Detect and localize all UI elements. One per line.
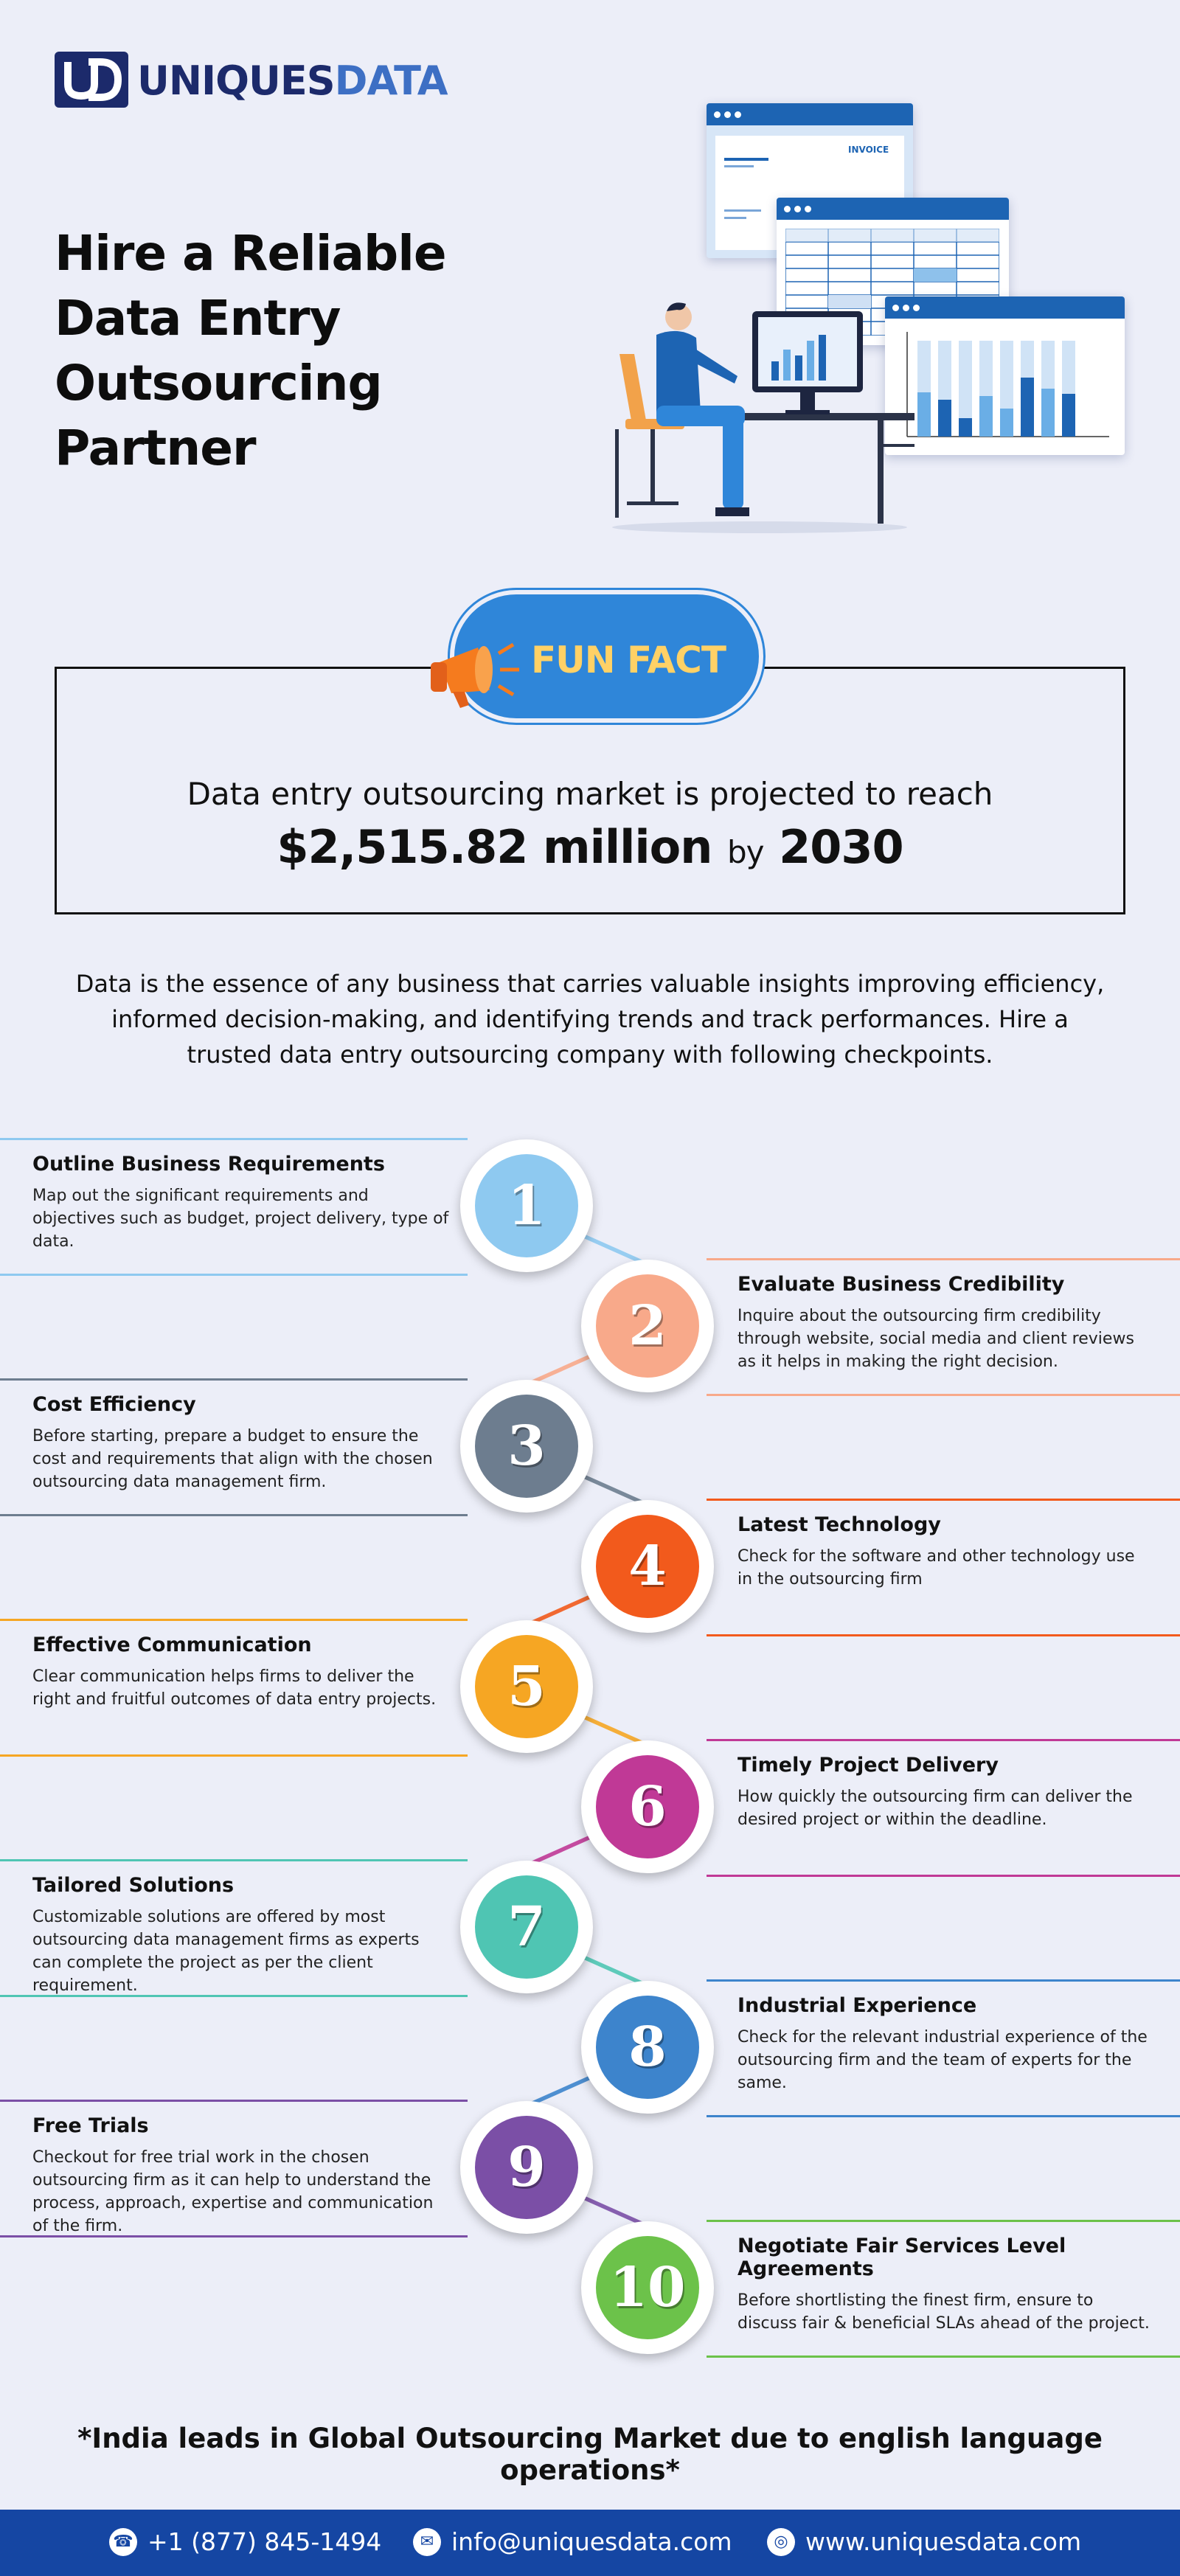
- step-number-badge: [460, 1620, 593, 1753]
- step-text: [738, 1994, 1150, 2094]
- footer-website-text: www.uniquesdata.com: [805, 2527, 1082, 2556]
- step-divider-line: [707, 1875, 1180, 1877]
- step-divider-line: [0, 2100, 468, 2102]
- person-at-desk-illustration: [605, 273, 914, 538]
- intro-paragraph: Data is the essence of any business that carries valuable insights improving efficiency, informed decision-making, and identifying trends and track performances. Hire a trusted data entry outsourcing company with following checkpoints.: [75, 970, 1105, 1069]
- fun-fact-year: 2030: [779, 820, 903, 874]
- step-number-badge: [581, 1981, 714, 2114]
- step-number-badge: [581, 2221, 714, 2354]
- step-text: [738, 1273, 1150, 1373]
- step-number: 4: [596, 1515, 699, 1618]
- step-divider-line: [0, 1274, 468, 1276]
- step-title: Effective Communication: [32, 1634, 312, 1656]
- step-description: How quickly the outsourcing firm can deliver the desired project or within the deadline.: [738, 1788, 1133, 1829]
- step-text: [32, 1634, 453, 1711]
- step-number-badge: [460, 1139, 593, 1272]
- fun-fact-label: FUN FACT: [531, 639, 726, 681]
- step-divider-line: [707, 2115, 1180, 2117]
- step-divider-line: [707, 2220, 1180, 2222]
- logo-mark: [55, 52, 128, 108]
- step-text: [32, 1874, 453, 1997]
- fun-fact-amount: $2,515.82 million: [277, 820, 712, 874]
- step-divider-line: [707, 1258, 1180, 1260]
- step-text: [32, 1393, 453, 1493]
- step-number-badge: [460, 2101, 593, 2234]
- footnote: *India leads in Global Outsourcing Market due to english language operations*: [77, 2423, 1103, 2486]
- megaphone-icon: [426, 631, 530, 712]
- step-number-badge: [581, 1500, 714, 1633]
- step-divider-line: [0, 1378, 468, 1381]
- globe-icon: ◎: [767, 2528, 795, 2556]
- step-number-badge: [581, 1260, 714, 1392]
- step-number: 9: [475, 2116, 578, 2219]
- step-text: [32, 2114, 453, 2237]
- step-text: [738, 1754, 1150, 1831]
- step-title: Evaluate Business Credibility: [738, 1273, 1065, 1296]
- step-divider-line: [0, 1754, 468, 1757]
- step-title: Negotiate Fair Services Level Agreements: [738, 2235, 1066, 2280]
- step-divider-line: [0, 1138, 468, 1140]
- step-text: [738, 2235, 1150, 2335]
- step-description: Before shortlisting the finest firm, ensure to discuss fair & beneficial SLAs ahead of the project.: [738, 2291, 1150, 2333]
- step-title: Outline Business Requirements: [32, 1153, 385, 1176]
- fun-fact-figure: [55, 820, 1125, 874]
- step-divider-line: [0, 1514, 468, 1516]
- phone-icon: ☎: [109, 2528, 137, 2556]
- step-title: Free Trials: [32, 2114, 149, 2137]
- step-number: 1: [475, 1154, 578, 1257]
- step-number: 6: [596, 1755, 699, 1858]
- brand-name-part1: UNIQUES: [137, 58, 335, 104]
- footer-email-text: info@uniquesdata.com: [451, 2527, 732, 2556]
- step-title: Tailored Solutions: [32, 1874, 235, 1897]
- step-description: Checkout for free trial work in the chosen outsourcing firm as it can help to understand the process, approach, expertise and communication of the firm.: [32, 2148, 434, 2235]
- footer-phone[interactable]: [109, 2527, 381, 2556]
- footer-email[interactable]: [413, 2527, 732, 2556]
- footer-phone-text: +1 (877) 845-1494: [148, 2527, 382, 2556]
- step-title: Latest Technology: [738, 1513, 941, 1536]
- step-divider-line: [707, 1394, 1180, 1396]
- step-number-badge: [460, 1861, 593, 1993]
- step-description: Before starting, prepare a budget to ensure the cost and requirements that align with the chosen outsourcing data management firm.: [32, 1427, 433, 1491]
- step-number: 8: [596, 1996, 699, 2099]
- step-title: Industrial Experience: [738, 1994, 977, 2017]
- step-divider-line: [707, 2355, 1180, 2358]
- step-divider-line: [0, 1619, 468, 1621]
- step-number: 3: [475, 1395, 578, 1498]
- fun-fact-by: by: [726, 834, 764, 870]
- hero-illustration: [605, 96, 1150, 538]
- step-description: Clear communication helps firms to deliver the right and fruitful outcomes of data entry projects.: [32, 1667, 437, 1709]
- step-number-badge: [581, 1740, 714, 1873]
- step-number-badge: [460, 1380, 593, 1513]
- step-number: 5: [475, 1635, 578, 1738]
- chart-window: [885, 296, 1125, 455]
- step-divider-line: [0, 1859, 468, 1861]
- step-description: Inquire about the outsourcing firm credibility through website, social media and client reviews as it helps in making the right decision.: [738, 1307, 1134, 1371]
- footer-website[interactable]: [767, 2527, 1081, 2556]
- step-number: 7: [475, 1875, 578, 1979]
- step-description: Customizable solutions are offered by most outsourcing data management firms as experts can complete the project as per the client requirement.: [32, 1908, 420, 1995]
- step-description: Check for the software and other technology use in the outsourcing firm: [738, 1547, 1135, 1589]
- step-title: Cost Efficiency: [32, 1393, 196, 1416]
- brand-name: [137, 58, 448, 104]
- brand-name-part2: DATA: [334, 58, 448, 104]
- step-divider-line: [707, 1739, 1180, 1741]
- step-text: [32, 1153, 453, 1253]
- step-divider-line: [707, 1499, 1180, 1501]
- page-title: Hire a Reliable Data Entry Outsourcing Partner: [55, 225, 446, 476]
- step-description: Map out the significant requirements and objectives such as budget, project delivery, type of data.: [32, 1187, 449, 1251]
- step-number: 10: [596, 2236, 699, 2339]
- step-number: 2: [596, 1274, 699, 1378]
- invoice-label: INVOICE: [848, 145, 889, 155]
- step-title: Timely Project Delivery: [738, 1754, 999, 1777]
- fun-fact-text: Data entry outsourcing market is projected to reach: [187, 776, 993, 812]
- step-divider-line: [707, 1634, 1180, 1636]
- step-description: Check for the relevant industrial experience of the outsourcing firm and the team of experts for the same.: [738, 2028, 1148, 2092]
- step-text: [738, 1513, 1150, 1591]
- step-divider-line: [707, 1979, 1180, 1982]
- mail-icon: ✉: [413, 2528, 441, 2556]
